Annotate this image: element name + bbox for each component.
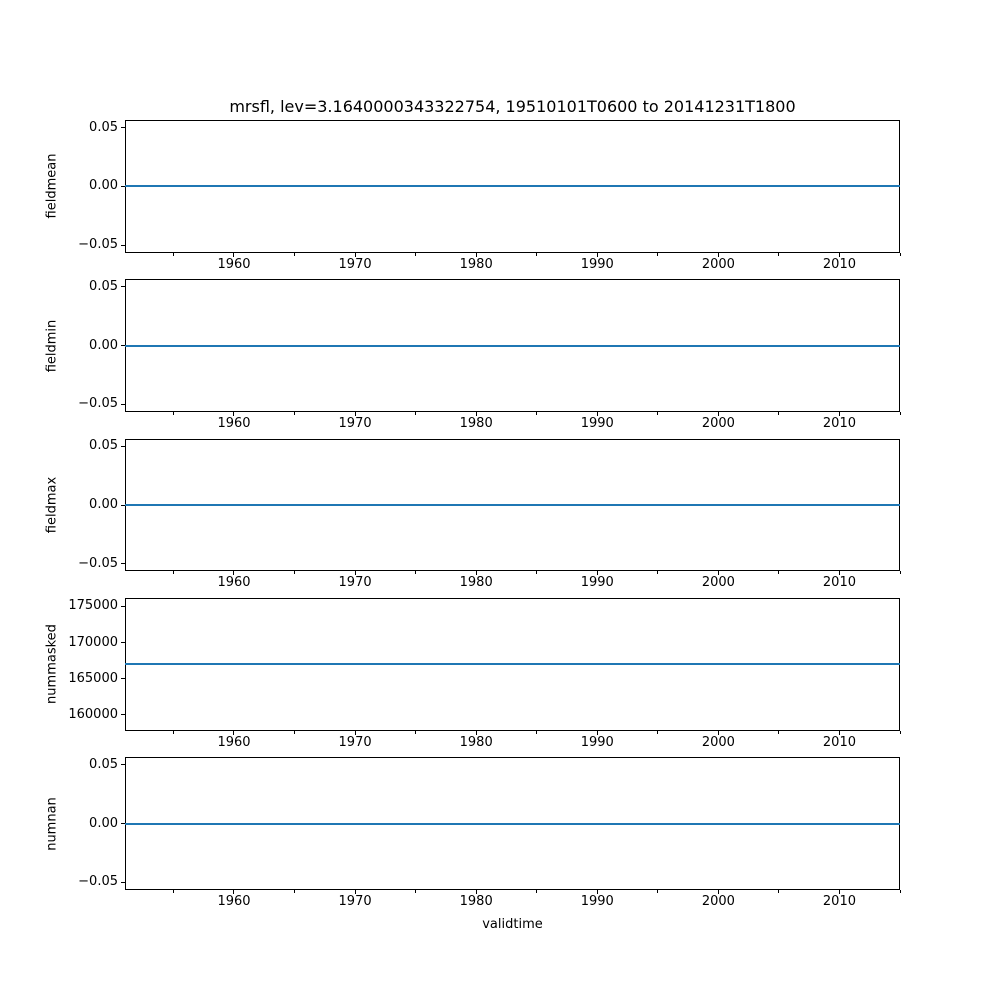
x-minor-tick-mark	[294, 731, 295, 734]
y-tick-label: −0.05	[78, 555, 118, 571]
y-axis-label-nummasked: nummasked	[44, 624, 60, 705]
x-minor-tick-mark	[778, 253, 779, 256]
y-axis-label-numnan: numnan	[44, 796, 60, 851]
x-tick-label: 2000	[701, 575, 735, 591]
y-tick-mark	[121, 127, 125, 128]
x-minor-tick-mark	[778, 890, 779, 893]
y-tick-mark	[121, 505, 125, 506]
x-tick-label: 2000	[701, 256, 735, 272]
x-minor-tick-mark	[415, 253, 416, 256]
x-tick-label: 1980	[459, 575, 493, 591]
y-tick-mark	[121, 764, 125, 765]
x-axis-label: validtime	[482, 917, 543, 932]
x-minor-tick-mark	[657, 571, 658, 574]
y-tick-mark	[121, 714, 125, 715]
x-minor-tick-mark	[778, 571, 779, 574]
x-minor-tick-mark	[900, 571, 901, 574]
x-minor-tick-mark	[173, 890, 174, 893]
y-tick-mark	[121, 563, 125, 564]
x-tick-label: 1990	[580, 256, 614, 272]
y-tick-mark	[121, 606, 125, 607]
y-tick-label: 0.00	[89, 815, 118, 831]
x-minor-tick-mark	[294, 412, 295, 415]
x-tick-label: 2010	[822, 416, 856, 432]
x-tick-label: 1960	[217, 256, 251, 272]
x-tick-label: 1970	[338, 416, 372, 432]
x-tick-label: 2010	[822, 256, 856, 272]
y-tick-label: 165000	[68, 670, 118, 686]
y-tick-mark	[121, 186, 125, 187]
x-minor-tick-mark	[778, 412, 779, 415]
x-minor-tick-mark	[778, 731, 779, 734]
y-tick-mark	[121, 678, 125, 679]
y-tick-label: 0.05	[89, 438, 118, 454]
y-tick-mark	[121, 245, 125, 246]
chart-title: mrsfl, lev=3.1640000343322754, 19510101T0600 to 20141231T1800	[229, 97, 796, 116]
x-minor-tick-mark	[536, 571, 537, 574]
x-tick-label: 1970	[338, 894, 372, 909]
x-tick-label: 1970	[338, 575, 372, 591]
x-minor-tick-mark	[415, 890, 416, 893]
x-tick-label: 1980	[459, 734, 493, 750]
x-tick-label: 1960	[217, 416, 251, 432]
x-minor-tick-mark	[657, 731, 658, 734]
data-line-numnan	[125, 823, 900, 825]
x-minor-tick-mark	[415, 731, 416, 734]
x-minor-tick-mark	[536, 731, 537, 734]
x-tick-label: 1970	[338, 256, 372, 272]
y-tick-label: −0.05	[78, 396, 118, 412]
x-minor-tick-mark	[657, 412, 658, 415]
x-tick-label: 1990	[580, 416, 614, 432]
x-minor-tick-mark	[173, 412, 174, 415]
x-tick-label: 1980	[459, 416, 493, 432]
data-line-fieldmin	[125, 345, 900, 347]
y-axis-label-fieldmean: fieldmean	[44, 153, 60, 219]
x-minor-tick-mark	[415, 412, 416, 415]
y-tick-label: 170000	[68, 634, 118, 650]
x-tick-label: 2010	[822, 734, 856, 750]
x-minor-tick-mark	[536, 253, 537, 256]
x-tick-label: 2000	[701, 894, 735, 909]
x-tick-label: 1960	[217, 734, 251, 750]
x-minor-tick-mark	[536, 890, 537, 893]
x-minor-tick-mark	[536, 412, 537, 415]
y-tick-label: −0.05	[78, 237, 118, 253]
x-minor-tick-mark	[173, 253, 174, 256]
x-minor-tick-mark	[173, 571, 174, 574]
y-tick-label: 0.00	[89, 337, 118, 353]
x-minor-tick-mark	[900, 731, 901, 734]
x-minor-tick-mark	[657, 890, 658, 893]
y-tick-label: 0.05	[89, 119, 118, 135]
data-line-nummasked	[125, 663, 900, 665]
x-minor-tick-mark	[900, 890, 901, 893]
x-tick-label: 1960	[217, 894, 251, 909]
y-tick-mark	[121, 404, 125, 405]
x-minor-tick-mark	[900, 412, 901, 415]
y-tick-mark	[121, 345, 125, 346]
y-tick-mark	[121, 882, 125, 883]
y-tick-mark	[121, 286, 125, 287]
x-minor-tick-mark	[657, 253, 658, 256]
x-minor-tick-mark	[294, 571, 295, 574]
x-tick-label: 2000	[701, 734, 735, 750]
y-tick-label: 0.05	[89, 756, 118, 772]
x-tick-label: 1980	[459, 256, 493, 272]
x-tick-label: 2010	[822, 575, 856, 591]
x-minor-tick-mark	[415, 571, 416, 574]
y-tick-label: 0.00	[89, 178, 118, 194]
x-tick-label: 2010	[822, 894, 856, 909]
x-tick-label: 1990	[580, 575, 614, 591]
x-tick-label: 1990	[580, 734, 614, 750]
y-axis-label-fieldmax: fieldmax	[44, 476, 60, 534]
x-minor-tick-mark	[294, 253, 295, 256]
data-line-fieldmax	[125, 504, 900, 506]
x-tick-label: 1960	[217, 575, 251, 591]
x-tick-label: 1990	[580, 894, 614, 909]
x-tick-label: 2000	[701, 416, 735, 432]
x-tick-label: 1970	[338, 734, 372, 750]
y-tick-mark	[121, 446, 125, 447]
y-tick-label: 0.00	[89, 497, 118, 512]
x-tick-label: 1980	[459, 894, 493, 909]
x-minor-tick-mark	[173, 731, 174, 734]
x-minor-tick-mark	[900, 253, 901, 256]
x-minor-tick-mark	[294, 890, 295, 893]
y-tick-label: 160000	[68, 706, 118, 722]
y-tick-label: −0.05	[78, 874, 118, 890]
y-tick-mark	[121, 642, 125, 643]
y-tick-mark	[121, 823, 125, 824]
y-axis-label-fieldmin: fieldmin	[44, 319, 60, 372]
y-tick-label: 175000	[68, 598, 118, 614]
y-tick-label: 0.05	[89, 278, 118, 294]
data-line-fieldmean	[125, 185, 900, 187]
